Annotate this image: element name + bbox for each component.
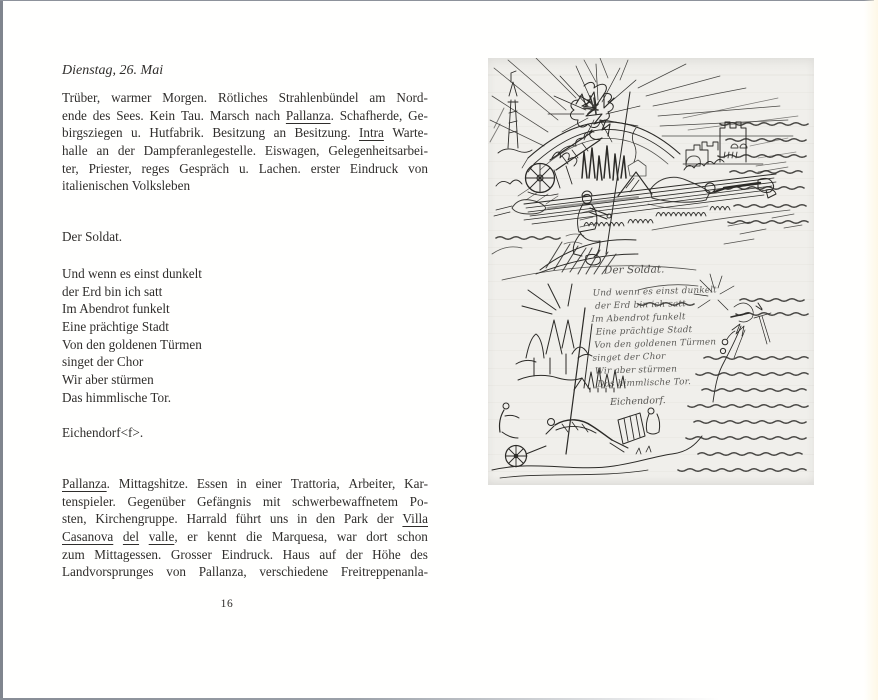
poem-attribution: Eichendorf<f>.: [62, 425, 144, 440]
horizon-strokes: [492, 210, 802, 290]
text-line: Und wenn es einst dunkelt: [592, 285, 718, 299]
text-line: birgsziegen u. Hutfabrik. Besitzung an Besitzung. Intra Warte-: [62, 125, 428, 141]
handwritten-poem: [593, 284, 720, 391]
tower-sketch: [490, 71, 532, 153]
text-line: Von den goldenen Türmen: [594, 337, 717, 351]
date-heading: Dienstag, 26. Mai: [62, 63, 164, 78]
facsimile-diary-page: [488, 58, 814, 485]
text-line: singet der Chor: [62, 354, 144, 370]
grass-scribbles: [584, 207, 730, 227]
diary-paragraph-pallanza: [62, 475, 428, 581]
scan-border-left: [0, 0, 3, 700]
text-line: Eine prächtige Stadt: [62, 319, 169, 335]
scan-edge-tint: [864, 0, 878, 700]
text-line: halle an der Dampferanlegestelle. Eiswagen, Gelegenheitsarbei-: [62, 143, 428, 159]
text-line: ende des Sees. Kein Tau. Marsch nach Pallanza. Schafherde, Ge-: [62, 107, 428, 123]
text-line: singet der Chor: [592, 351, 666, 364]
text-line: tenspieler. Gegenüber Gefängnis mit schwerbewaffnetem Po-: [62, 493, 428, 509]
page-number: 16: [220, 598, 234, 610]
text-line: Und wenn es einst dunkelt: [62, 266, 202, 281]
text-line: Das himmlische Tor.: [62, 389, 172, 405]
text-line: der Erd bin ich satt: [62, 283, 163, 299]
text-line: Pallanza. Mittagshitze. Essen in einer Trattoria, Arbeiter, Kar-: [62, 476, 428, 491]
text-line: ter, Priester, reges Gespräch u. Lachen. erster Eindruck von: [62, 160, 428, 176]
text-line: italienischen Volksleben: [62, 178, 191, 194]
text-line: Im Abendrot funkelt: [591, 312, 686, 325]
dagger-sketch: [754, 303, 771, 344]
text-line: Wir aber stürmen: [594, 364, 678, 377]
text-line: zum Mittagessen. Grosser Eindruck. Haus auf der Höhe des: [62, 546, 428, 562]
text-line: Landvorsprunges von Pallanza, verschiedene Freitreppenanla-: [62, 564, 428, 580]
text-line: Eine prächtige Stadt: [595, 324, 693, 338]
handwritten-poem-title: Der Soldat.: [603, 263, 665, 277]
pack-blob-sketch: [494, 200, 546, 216]
text-line: Das himmlische Tor.: [597, 377, 692, 390]
text-line: Casanova del valle, er kennt die Marquesa, war dort schon: [62, 529, 428, 545]
wheel-sketch: [506, 446, 528, 468]
scan-border-top: [0, 0, 874, 1]
text-line: sten, Kirchengruppe. Harrald führt uns in den Park der Villa: [62, 511, 428, 527]
text-line: Von den goldenen Türmen: [62, 336, 202, 352]
sunburst-rays: [490, 58, 798, 158]
text-line: Trüber, warmer Morgen. Rötliches Strahlenbündel am Nord-: [62, 90, 428, 105]
poem-title: Der Soldat.: [62, 229, 123, 244]
text-line: Wir aber stürmen: [62, 372, 154, 388]
diary-paragraph-morning: [62, 89, 428, 195]
handwritten-signature: Eichendorf.: [609, 395, 666, 408]
poem-text: [62, 265, 428, 407]
text-line: der Erd bin ich satt: [594, 299, 687, 312]
castle-sketch: [683, 122, 788, 172]
text-line: Im Abendrot funkelt: [62, 301, 170, 317]
